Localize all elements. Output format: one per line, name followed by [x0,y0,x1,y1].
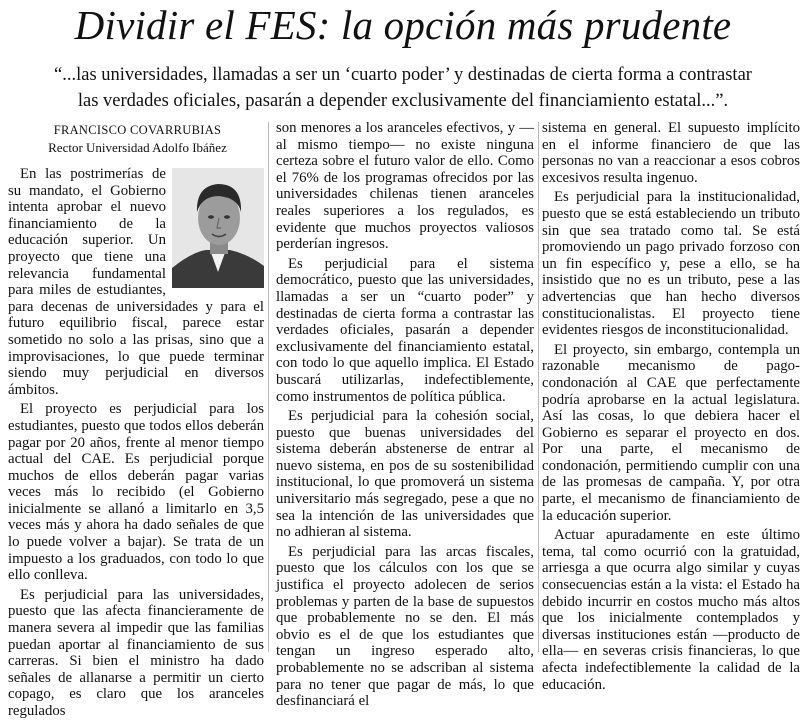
article-column-1 [8,166,264,723]
article-headline: Dividir el FES: la opción más prudente [74,2,732,48]
paragraph: El proyecto es perjudicial para los estudiantes, puesto que todos ellos deberán pagar por 20 años, frente al menor tiempo actual del CAE. Es perjudicial porque muchos de ellos deberán pagar varias veces más lo recibido (el Gobierno inicialmente se allanó a limitarlo en 3,5 veces más y ahora ha dado señales de que lo puede volver a bajar). Se trata de un impuesto a los graduados, con todo lo que ello conlleva. [8,401,264,584]
author-title: Rector Universidad Adolfo Ibáñez [48,140,227,155]
paragraph-text: En las postrimerías de su mandato, el Gobierno intenta aprobar el nuevo financiamiento de la educación superior. Un proyecto que tiene una relevancia fundamental para miles de estudiantes, para decenas de universidades y para el futuro equilibrio fiscal, parece estar sometido no solo a las prisas, sino que a improvisaciones, lo que puede terminar siendo muy perjudicial en diversos ámbitos. [8,166,264,398]
column-divider [268,122,269,652]
pull-quote-line-2: las verdades oficiales, pasarán a depender exclusivamente del financiamiento estatal...”. [77,91,729,111]
paragraph: Es perjudicial para las arcas fiscales, puesto que los cálculos con los que se justifica el proyecto adolecen de serios problemas y parten de la base de supuestos que probablemente no se den. El más obvio es el de que los estudiantes que tengan un ingreso esperado alto, probablemente no se adscriban al sistema para no tener que pagar de más, lo que desfinanciará el [276,543,534,710]
pull-quote [20,62,786,114]
paragraph: El proyecto, sin embargo, contempla un razonable mecanismo de pago-condonación al CAE que perfectamente podría aprobarse en la actual legislatura. Así las cosas, lo que debiera hacer el Gobierno es separar el proyecto en dos. Por una parte, el mecanismo de condonación, permitiendo cumplir con una de las promesas de campaña. Y, por otra parte, el mecanismo de financiamiento de la educación superior. [542,341,800,524]
paragraph: Es perjudicial para la institucionalidad, puesto que se está estableciendo un tributo sin que sea tratado como tal. Se está promoviendo un pago privado forzoso con un fin específico y, pese a ello, se ha insistido que no es un tributo, pese a las advertencias que han hecho diversos constitucionalistas. El proyecto tiene evidentes riesgos de inconstitucionalidad. [542,189,800,339]
paragraph: son menores a los aranceles efectivos, y —al mismo tiempo— no existe ninguna certeza sobre el futuro valor de ello. Como el 76% de los programas ofrecidos por las universidades chilenas tienen aranceles reales superiores a los regulados, es evidente que muchos proyectos valiosos perderían ingresos. [276,120,534,253]
paragraph: Es perjudicial para las universidades, puesto que las afecta financieramente de manera severa al impedir que las familias puedan aportar al financiamiento de sus carreras. Si bien el ministro ha dado señales de allanarse a permitir un cierto copago, es claro que los aranceles regulados [8,586,264,719]
pull-quote-line-1: “...las universidades, llamadas a ser un ‘cuarto poder’ y destinadas de cierta forma a contrastar [54,65,752,85]
paragraph: Es perjudicial para el sistema democrático, puesto que las universidades, llamadas a ser un “cuarto poder” y destinadas de cierta forma a contrastar las verdades oficiales, pasarán a depender exclusivamente del financiamiento estatal, con todo lo que aquello implica. El Estado buscará utilizarlas, indefectiblemente, como instrumentos de política pública. [276,255,534,405]
author-portrait-icon [172,168,264,288]
paragraph [8,166,264,398]
article-column-3 [542,120,800,696]
paragraph: Es perjudicial para la cohesión social, puesto que buenas universidades del sistema deberán abstenerse de entrar al nuevo sistema, en pos de su sostenibilidad institucional, lo que promoverá un sistema universitario más segregado, pese a que no sea la intención de las universidades que no adhieran al sistema. [276,408,534,541]
article-column-2 [276,120,534,713]
paragraph: Actuar apuradamente en este último tema, tal como ocurrió con la gratuidad, arriesga a que ocurra algo similar y cuyas consecuencias están a la vista: el Estado ha debido incurrir en costos mucho más altos que los inicialmente contemplados y diversas instituciones están —producto de ella— en severas crisis financieras, lo que afecta indefectiblemente la calidad de la educación. [542,527,800,693]
author-name: FRANCISCO COVARRUBIAS [53,123,222,137]
author-byline [10,122,265,156]
paragraph: sistema en general. El supuesto implícito en el informe financiero de que las personas no van a reaccionar a esos cobros excesivos resulta ingenuo. [542,120,800,186]
column-divider [538,122,539,652]
